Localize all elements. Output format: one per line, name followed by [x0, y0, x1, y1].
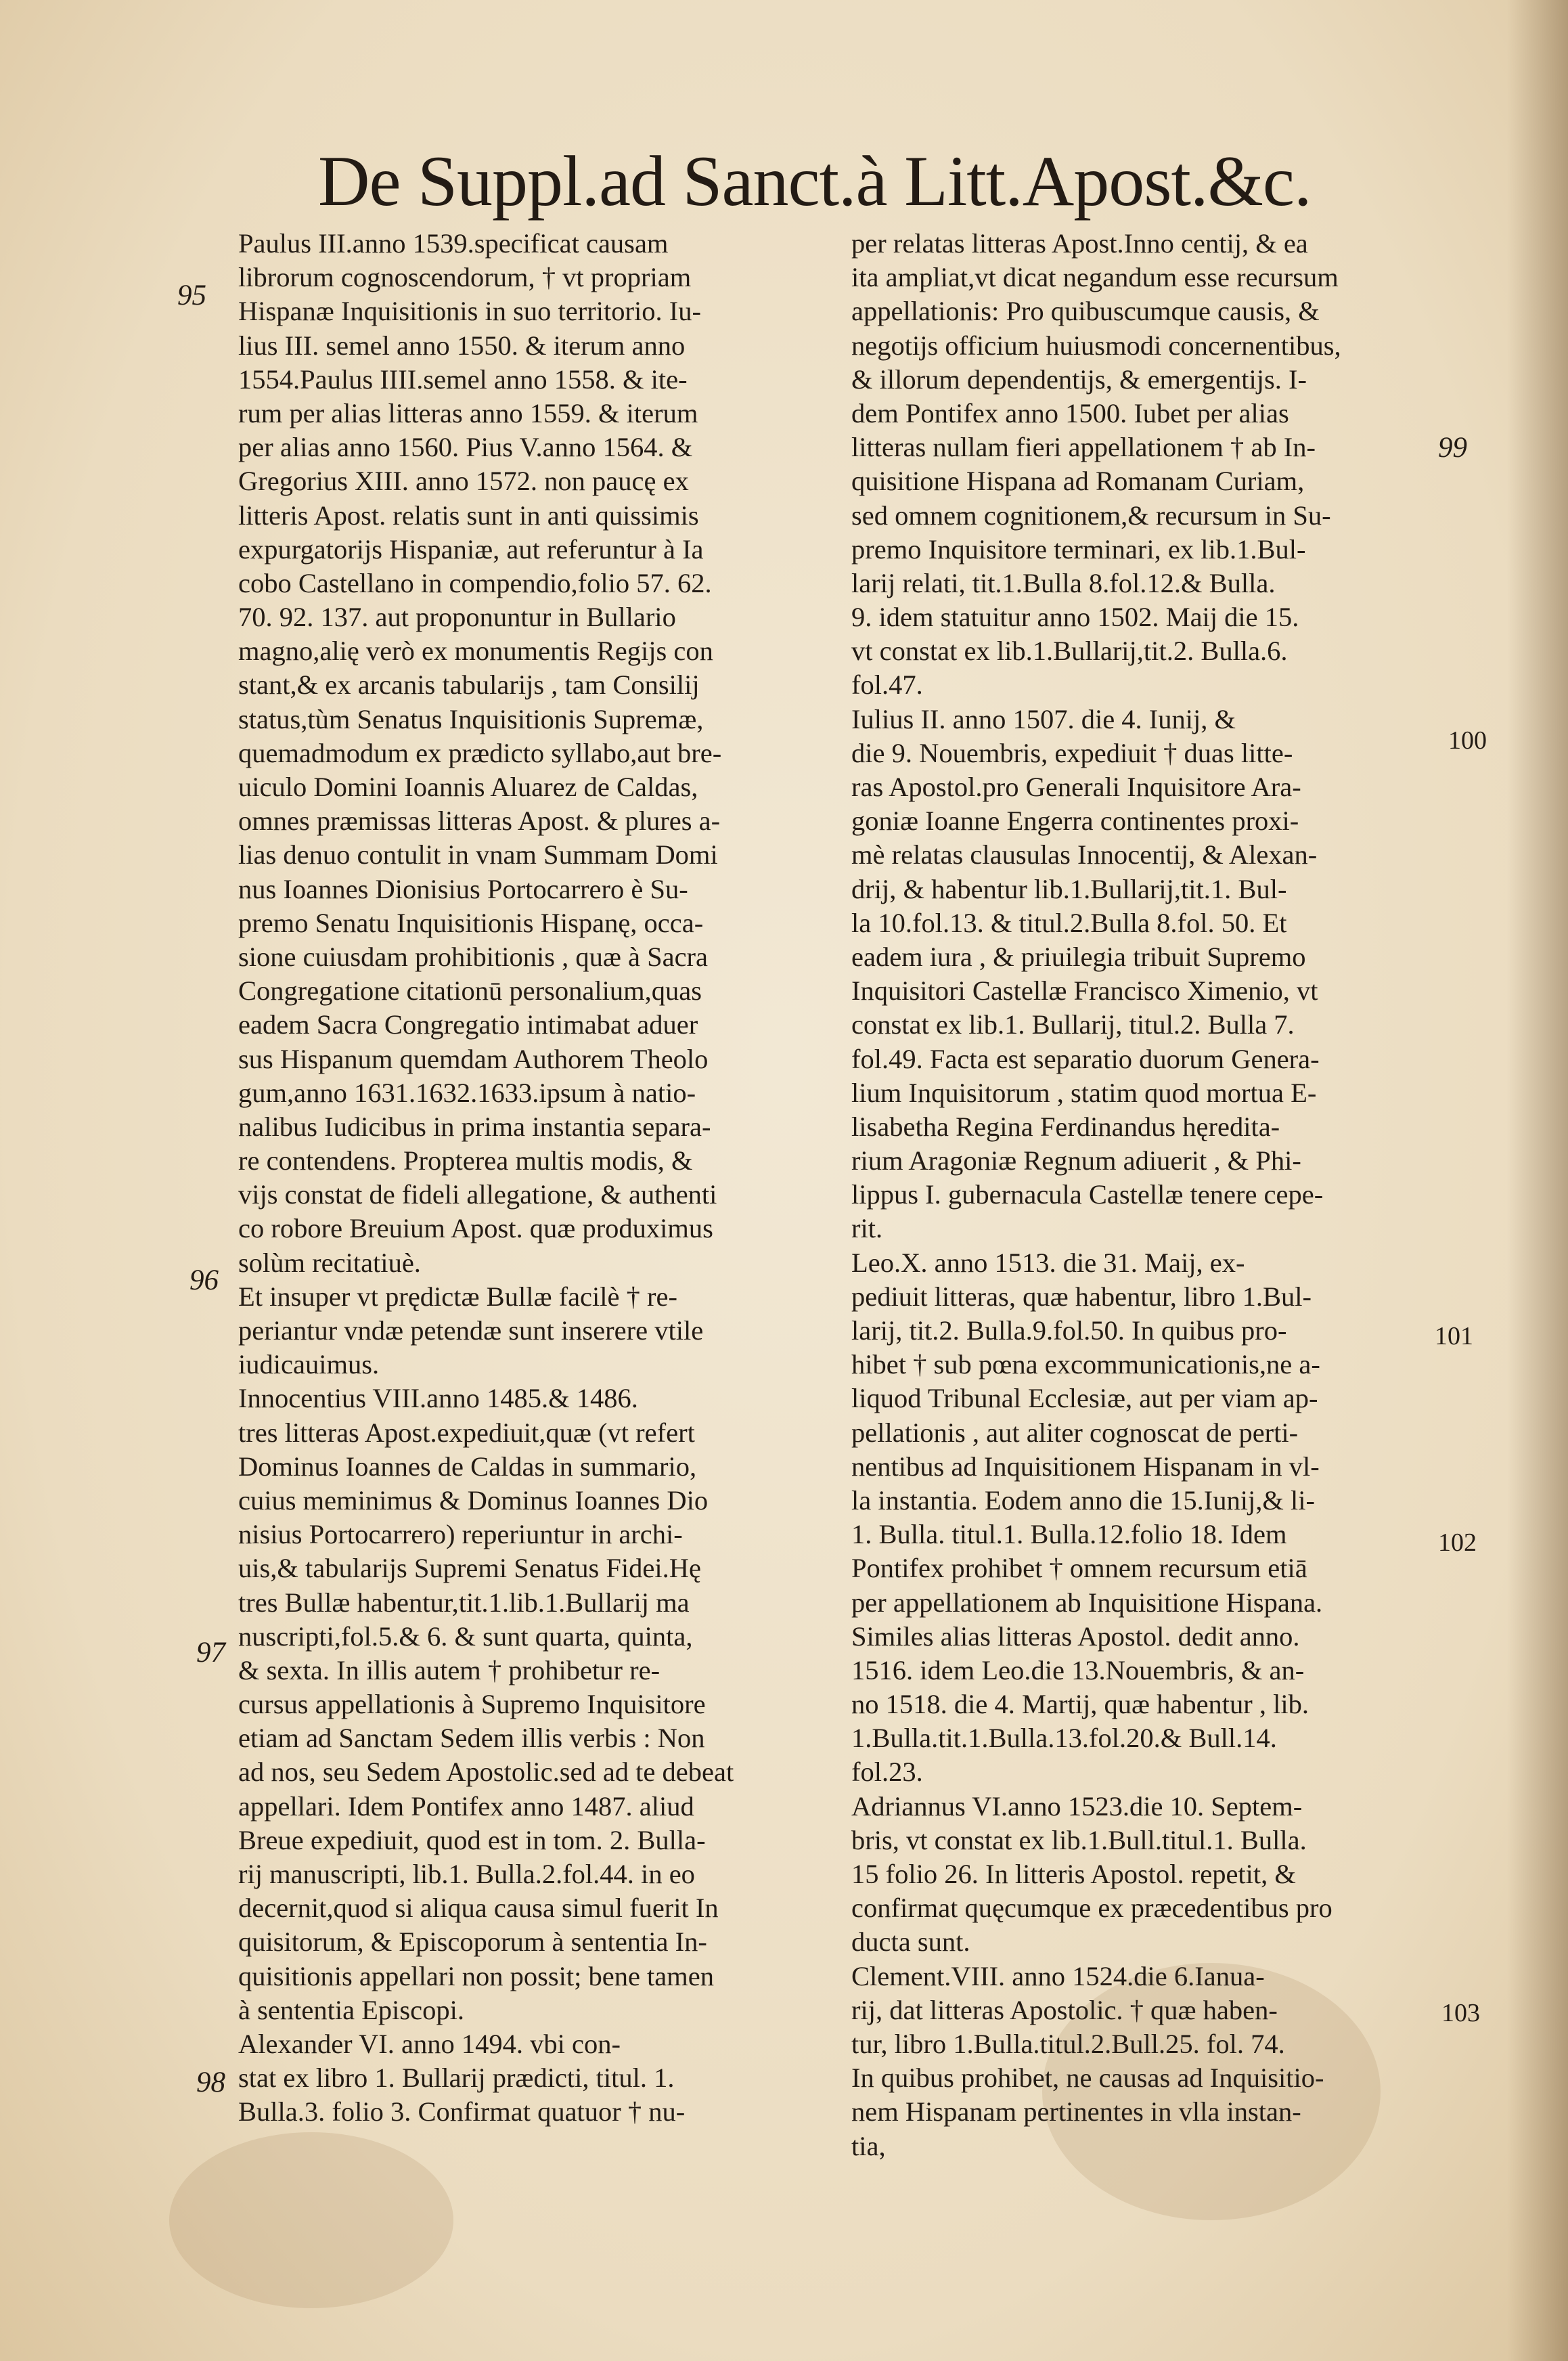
text-line: etiam ad Sanctam Sedem illis verbis : Non [238, 1723, 705, 1754]
text-line: nus Ioannes Dionisius Portocarrero è Su- [238, 873, 688, 904]
text-line: Paulus III.anno 1539.specificat causam [238, 228, 669, 259]
text-line: librorum cognoscendorum, † vt propriam [238, 262, 692, 293]
text-line: Gregorius XIII. anno 1572. non paucę ex [238, 466, 689, 497]
margin-number: 102 [1438, 1528, 1477, 1557]
text-line: tia, [851, 2130, 886, 2161]
text-line: Bulla.3. folio 3. Confirmat quatuor † nu- [238, 2096, 686, 2127]
text-line: hibet † sub pœna excommunicationis,ne a- [851, 1349, 1320, 1380]
text-line: uiculo Domini Ioannis Aluarez de Caldas, [238, 772, 698, 802]
text-line: ad nos, seu Sedem Apostolic.sed ad te debeat [238, 1757, 734, 1788]
margin-number: 98 [196, 2067, 225, 2098]
text-line: nalibus Iudicibus in prima instantia separa- [238, 1111, 711, 1142]
text-line: per relatas litteras Apost.Inno centij, & ea [851, 228, 1308, 259]
text-line: In quibus prohibet, ne causas ad Inquisitio- [851, 2062, 1324, 2094]
text-line: & illorum dependentijs, & emergentijs. I- [851, 363, 1307, 395]
text-line: appellationis: Pro quibuscumque causis, & [851, 296, 1320, 327]
text-line: lius III. semel anno 1550. & iterum anno [238, 330, 686, 361]
margin-number: 101 [1435, 1322, 1473, 1350]
text-line: quemadmodum ex prædicto syllabo,aut bre- [238, 737, 722, 768]
right-column [851, 227, 1437, 2163]
text-line: omnes præmissas litteras Apost. & plures a- [238, 806, 721, 837]
text-line: Clement.VIII. anno 1524.die 6.Ianua- [851, 1960, 1265, 1991]
text-line: & sexta. In illis autem † prohibetur re- [238, 1654, 660, 1685]
text-line: goniæ Ioanne Engerra continentes proxi- [851, 806, 1299, 837]
text-line: decernit,quod si aliqua causa simul fuerit In [238, 1893, 719, 1924]
text-line: Adriannus VI.anno 1523.die 10. Septem- [851, 1790, 1303, 1822]
text-line: 1. Bulla. titul.1. Bulla.12.folio 18. Idem [851, 1519, 1287, 1550]
text-line: Hispanæ Inquisitionis in suo territorio. Iu- [238, 296, 701, 327]
margin-number: 103 [1441, 1999, 1480, 2027]
text-line: Similes alias litteras Apostol. dedit anno. [851, 1620, 1300, 1652]
text-line: liquod Tribunal Ecclesiæ, aut per viam ap- [851, 1383, 1318, 1414]
text-line: rium Aragoniæ Regnum adiuerit , & Phi- [851, 1145, 1301, 1176]
margin-number: 99 [1438, 432, 1467, 464]
margin-number: 97 [196, 1637, 225, 1669]
text-line: tres litteras Apost.expediuit,quæ (vt refert [238, 1417, 695, 1448]
text-line: rij manuscripti, lib.1. Bulla.2.fol.44. in eo [238, 1859, 695, 1889]
text-line: ras Apostol.pro Generali Inquisitore Ara- [851, 772, 1301, 802]
text-line: litteris Apost. relatis sunt in anti quissimis [238, 500, 699, 531]
text-line: sus Hispanum quemdam Authorem Theolo [238, 1043, 709, 1074]
text-line: magno,alię verò ex monumentis Regijs con [238, 636, 713, 667]
text-line: no 1518. die 4. Martij, quæ habentur , lib. [851, 1689, 1309, 1720]
text-line: premo Inquisitore terminari, ex lib.1.Bul- [851, 533, 1306, 565]
text-line: uis,& tabularijs Supremi Senatus Fidei.Hę [238, 1553, 701, 1584]
paper-stain [169, 2132, 453, 2308]
text-line: stat ex libro 1. Bullarij prædicti, titul. 1. [238, 2062, 675, 2094]
text-line: pediuit litteras, quæ habentur, libro 1.Bul- [851, 1281, 1312, 1312]
text-line: vt constat ex lib.1.Bullarij,tit.2. Bulla.6. [851, 636, 1288, 667]
text-line: dem Pontifex anno 1500. Iubet per alias [851, 397, 1289, 428]
text-line: Inquisitori Castellæ Francisco Ximenio, vt [851, 975, 1318, 1007]
text-line: periantur vndæ petendæ sunt inserere vtile [238, 1315, 704, 1346]
text-line: mè relatas clausulas Innocentij, & Alexan- [851, 839, 1318, 870]
text-line: rum per alias litteras anno 1559. & iterum [238, 397, 698, 428]
text-line: nentibus ad Inquisitionem Hispanam in vl- [851, 1451, 1320, 1482]
text-line: co robore Breuium Apost. quæ produximus [238, 1213, 713, 1244]
text-line: Iulius II. anno 1507. die 4. Iunij, & [851, 703, 1236, 734]
text-line: sione cuiusdam prohibitionis , quæ à Sacra [238, 941, 709, 972]
text-line: la 10.fol.13. & titul.2.Bulla 8.fol. 50. Et [851, 907, 1287, 938]
text-line: negotijs officium huiusmodi concernentibus, [851, 330, 1341, 361]
text-line: à sententia Episcopi. [238, 1994, 465, 2025]
text-line: Alexander VI. anno 1494. vbi con- [238, 2028, 621, 2059]
text-line: Pontifex prohibet † omnem recursum etiā [851, 1553, 1307, 1584]
text-line: Innocentius VIII.anno 1485.& 1486. [238, 1383, 638, 1414]
text-line: premo Senatu Inquisitionis Hispanę, occa- [238, 907, 704, 938]
text-line: appellari. Idem Pontifex anno 1487. aliud [238, 1790, 694, 1822]
text-line: Congregatione citationū personalium,quas [238, 975, 702, 1007]
text-line: quisitionis appellari non possit; bene tamen [238, 1960, 715, 1991]
text-line: solùm recitatiuè. [238, 1247, 421, 1278]
text-line: fol.47. [851, 669, 923, 701]
text-line: rij, dat litteras Apostolic. † quæ haben- [851, 1994, 1278, 2025]
text-line: 9. idem statuitur anno 1502. Maij die 15. [851, 602, 1299, 633]
text-line: expurgatorijs Hispaniæ, aut referuntur à Ia [238, 533, 704, 565]
text-line: larij relati, tit.1.Bulla 8.fol.12.& Bulla. [851, 567, 1276, 598]
text-line: eadem iura , & priuilegia tribuit Supremo [851, 941, 1306, 972]
text-line: constat ex lib.1. Bullarij, titul.2. Bulla 7. [851, 1009, 1295, 1040]
text-line: larij, tit.2. Bulla.9.fol.50. In quibus pro- [851, 1315, 1287, 1346]
text-line: quisitione Hispana ad Romanam Curiam, [851, 466, 1305, 497]
gutter-shadow [1507, 0, 1568, 2361]
text-line: 1516. idem Leo.die 13.Nouembris, & an- [851, 1654, 1305, 1685]
text-line: tur, libro 1.Bulla.titul.2.Bull.25. fol. 74. [851, 2028, 1285, 2059]
text-line: Breue expediuit, quod est in tom. 2. Bulla- [238, 1824, 706, 1855]
text-line: 1554.Paulus IIII.semel anno 1558. & ite- [238, 363, 688, 395]
text-line: Dominus Ioannes de Caldas in summario, [238, 1451, 697, 1482]
text-line: status,tùm Senatus Inquisitionis Supremæ, [238, 703, 704, 734]
text-line: pellationis , aut aliter cognoscat de perti- [851, 1417, 1299, 1448]
margin-number: 96 [189, 1264, 219, 1296]
text-line: bris, vt constat ex lib.1.Bull.titul.1. Bulla. [851, 1824, 1307, 1855]
text-line: 1.Bulla.tit.1.Bulla.13.fol.20.& Bull.14. [851, 1723, 1277, 1754]
text-line: die 9. Nouembris, expediuit † duas litte- [851, 737, 1293, 768]
text-line: vijs constat de fideli allegatione, & authenti [238, 1179, 717, 1210]
text-line: tres Bullæ habentur,tit.1.lib.1.Bullarij ma [238, 1587, 690, 1618]
text-line: la instantia. Eodem anno die 15.Iunij,& li- [851, 1484, 1315, 1516]
text-line: ita ampliat,vt dicat negandum esse recursum [851, 262, 1339, 293]
text-line: lisabetha Regina Ferdinandus hęredita- [851, 1111, 1280, 1142]
text-line: 70. 92. 137. aut proponuntur in Bullario [238, 602, 676, 633]
text-line: nuscripti,fol.5.& 6. & sunt quarta, quinta, [238, 1620, 693, 1652]
text-line: lias denuo contulit in vnam Summam Domi [238, 839, 718, 870]
margin-number: 95 [177, 280, 206, 311]
text-line: iudicauimus. [238, 1349, 380, 1380]
text-line: gum,anno 1631.1632.1633.ipsum à natio- [238, 1077, 696, 1108]
text-line: 15 folio 26. In litteris Apostol. repetit, & [851, 1859, 1296, 1889]
text-line: fol.49. Facta est separatio duorum Genera- [851, 1043, 1320, 1074]
text-line: quisitorum, & Episcoporum à sententia In- [238, 1926, 707, 1958]
text-line: ducta sunt. [851, 1926, 970, 1958]
text-line: per alias anno 1560. Pius V.anno 1564. & [238, 432, 693, 463]
text-line: cobo Castellano in compendio,folio 57. 62. [238, 567, 712, 598]
text-line: drij, & habentur lib.1.Bullarij,tit.1. Bul- [851, 873, 1287, 904]
text-line: fol.23. [851, 1757, 923, 1788]
text-line: confirmat quęcumque ex præcedentibus pro [851, 1893, 1332, 1924]
running-header: De Suppl.ad Sanct.à Litt.Apost.&c. [318, 141, 1312, 221]
text-line: nem Hispanam pertinentes in vlla instan- [851, 2096, 1301, 2127]
text-line: nisius Portocarrero) reperiuntur in archi- [238, 1519, 683, 1550]
text-line: Leo.X. anno 1513. die 31. Maij, ex- [851, 1247, 1245, 1278]
margin-number: 100 [1448, 726, 1487, 755]
text-line: litteras nullam fieri appellationem † ab In- [851, 432, 1316, 463]
text-line: rit. [851, 1213, 883, 1244]
text-line: sed omnem cognitionem,& recursum in Su- [851, 500, 1331, 531]
text-line: cuius meminimus & Dominus Ioannes Dio [238, 1484, 709, 1516]
text-line: stant,& ex arcanis tabularijs , tam Consilij [238, 669, 700, 701]
text-line: eadem Sacra Congregatio intimabat aduer [238, 1009, 698, 1040]
text-line: lippus I. gubernacula Castellæ tenere cepe- [851, 1179, 1324, 1210]
text-line: re contendens. Propterea multis modis, & [238, 1145, 693, 1176]
text-line: Et insuper vt prędictæ Bullæ facilè † re- [238, 1281, 677, 1312]
text-line: per appellationem ab Inquisitione Hispana. [851, 1587, 1323, 1618]
text-line: lium Inquisitorum , statim quod mortua E- [851, 1077, 1317, 1108]
left-column [238, 227, 813, 2130]
text-line: cursus appellationis à Supremo Inquisitore [238, 1689, 706, 1720]
